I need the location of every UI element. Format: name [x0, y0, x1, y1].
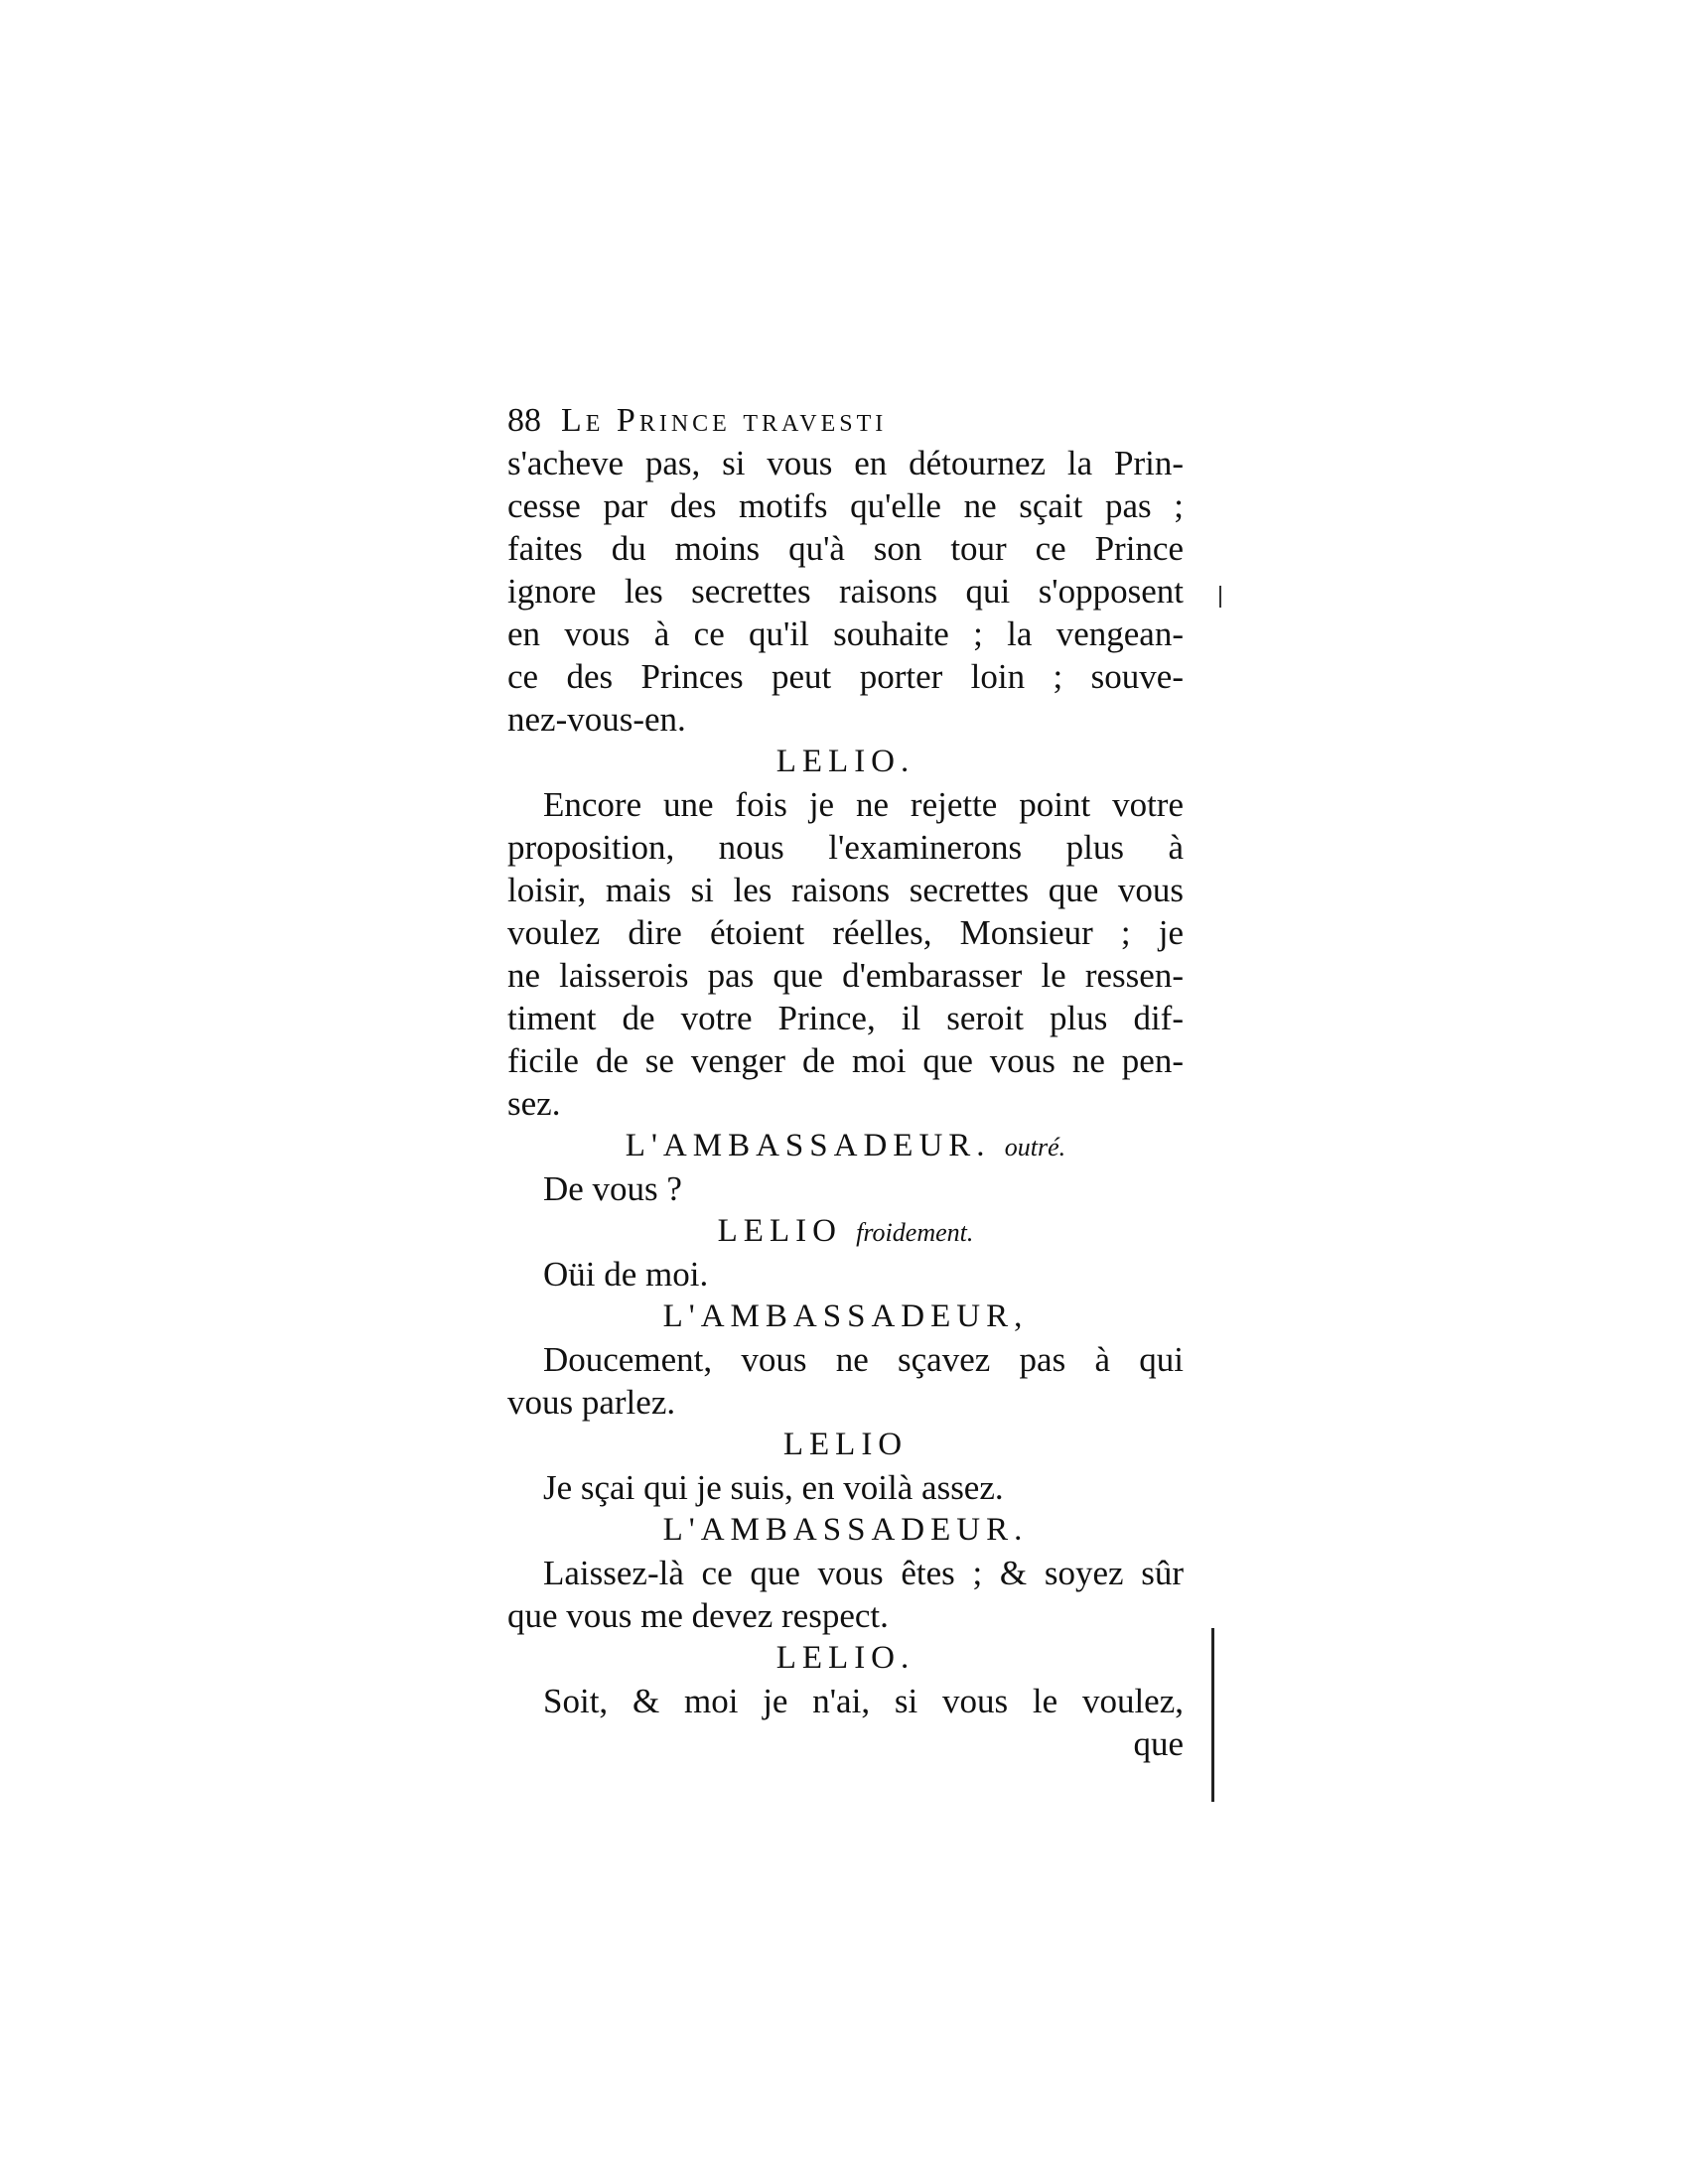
page-number: 88 — [507, 402, 541, 439]
page-edge-line — [1211, 1628, 1214, 1802]
text-line: Encore une fois je ne rejette point votre — [543, 785, 1184, 824]
text-line: timent de votre Prince, il seroit plus dif- — [507, 999, 1184, 1037]
speaker-heading: L'AMBASSADEUR. — [662, 1512, 1029, 1548]
text-line: Oüi de moi. — [543, 1255, 709, 1294]
speaker-name: LELIO — [717, 1213, 842, 1249]
stage-direction: froidement. — [856, 1218, 974, 1247]
text-line: ignore les secrettes raisons qui s'opposent — [507, 572, 1184, 611]
text-line: nez-vous-en. — [507, 700, 686, 739]
catchword: que — [1133, 1724, 1184, 1763]
text-line: Doucement, vous ne sçavez pas à qui — [543, 1340, 1184, 1379]
speaker-heading: L'AMBASSADEUR, — [662, 1298, 1029, 1334]
text-line: s'acheve pas, si vous en détournez la Prin- — [507, 444, 1184, 482]
text-line: Soit, & moi je n'ai, si vous le voulez, — [543, 1682, 1184, 1720]
text-line: vous parlez. — [507, 1383, 676, 1422]
text-line: voulez dire étoient réelles, Monsieur ; je — [507, 913, 1184, 952]
text-line: ficile de se venger de moi que vous ne pen- — [507, 1041, 1184, 1080]
text-line: Laissez-là ce que vous êtes ; & soyez sûr — [543, 1554, 1184, 1592]
running-header — [507, 399, 1184, 442]
speaker-heading: LELIO. — [775, 1640, 915, 1676]
text-line: faites du moins qu'à son tour ce Prince — [507, 529, 1184, 568]
text-line: loisir, mais si les raisons secrettes que vous — [507, 871, 1184, 909]
speaker-heading: LELIO. — [775, 744, 915, 779]
text-line: que vous me devez respect. — [507, 1596, 889, 1635]
margin-mark — [1219, 586, 1221, 608]
speaker-name: L'AMBASSADEUR. — [625, 1128, 991, 1163]
speaker-heading — [507, 1125, 1184, 1167]
text-line: Je sçai qui je suis, en voilà assez. — [543, 1468, 1004, 1507]
text-line: ce des Princes peut porter loin ; souve- — [507, 657, 1184, 696]
stage-direction: outré. — [1004, 1133, 1066, 1161]
text-line: en vous à ce qu'il souhaite ; la vengean- — [507, 614, 1184, 653]
text-line: De vous ? — [543, 1169, 682, 1208]
speaker-heading: LELIO — [782, 1427, 909, 1462]
text-line: proposition, nous l'examinerons plus à — [507, 828, 1184, 867]
running-title: Le Prince travesti — [561, 402, 888, 439]
speaker-heading — [507, 1210, 1184, 1253]
text-line: cesse par des motifs qu'elle ne sçait pas ; — [507, 486, 1184, 525]
book-page — [507, 399, 1184, 1765]
text-line: ne laisserois pas que d'embarasser le ressen- — [507, 956, 1184, 995]
text-line: sez. — [507, 1084, 561, 1123]
